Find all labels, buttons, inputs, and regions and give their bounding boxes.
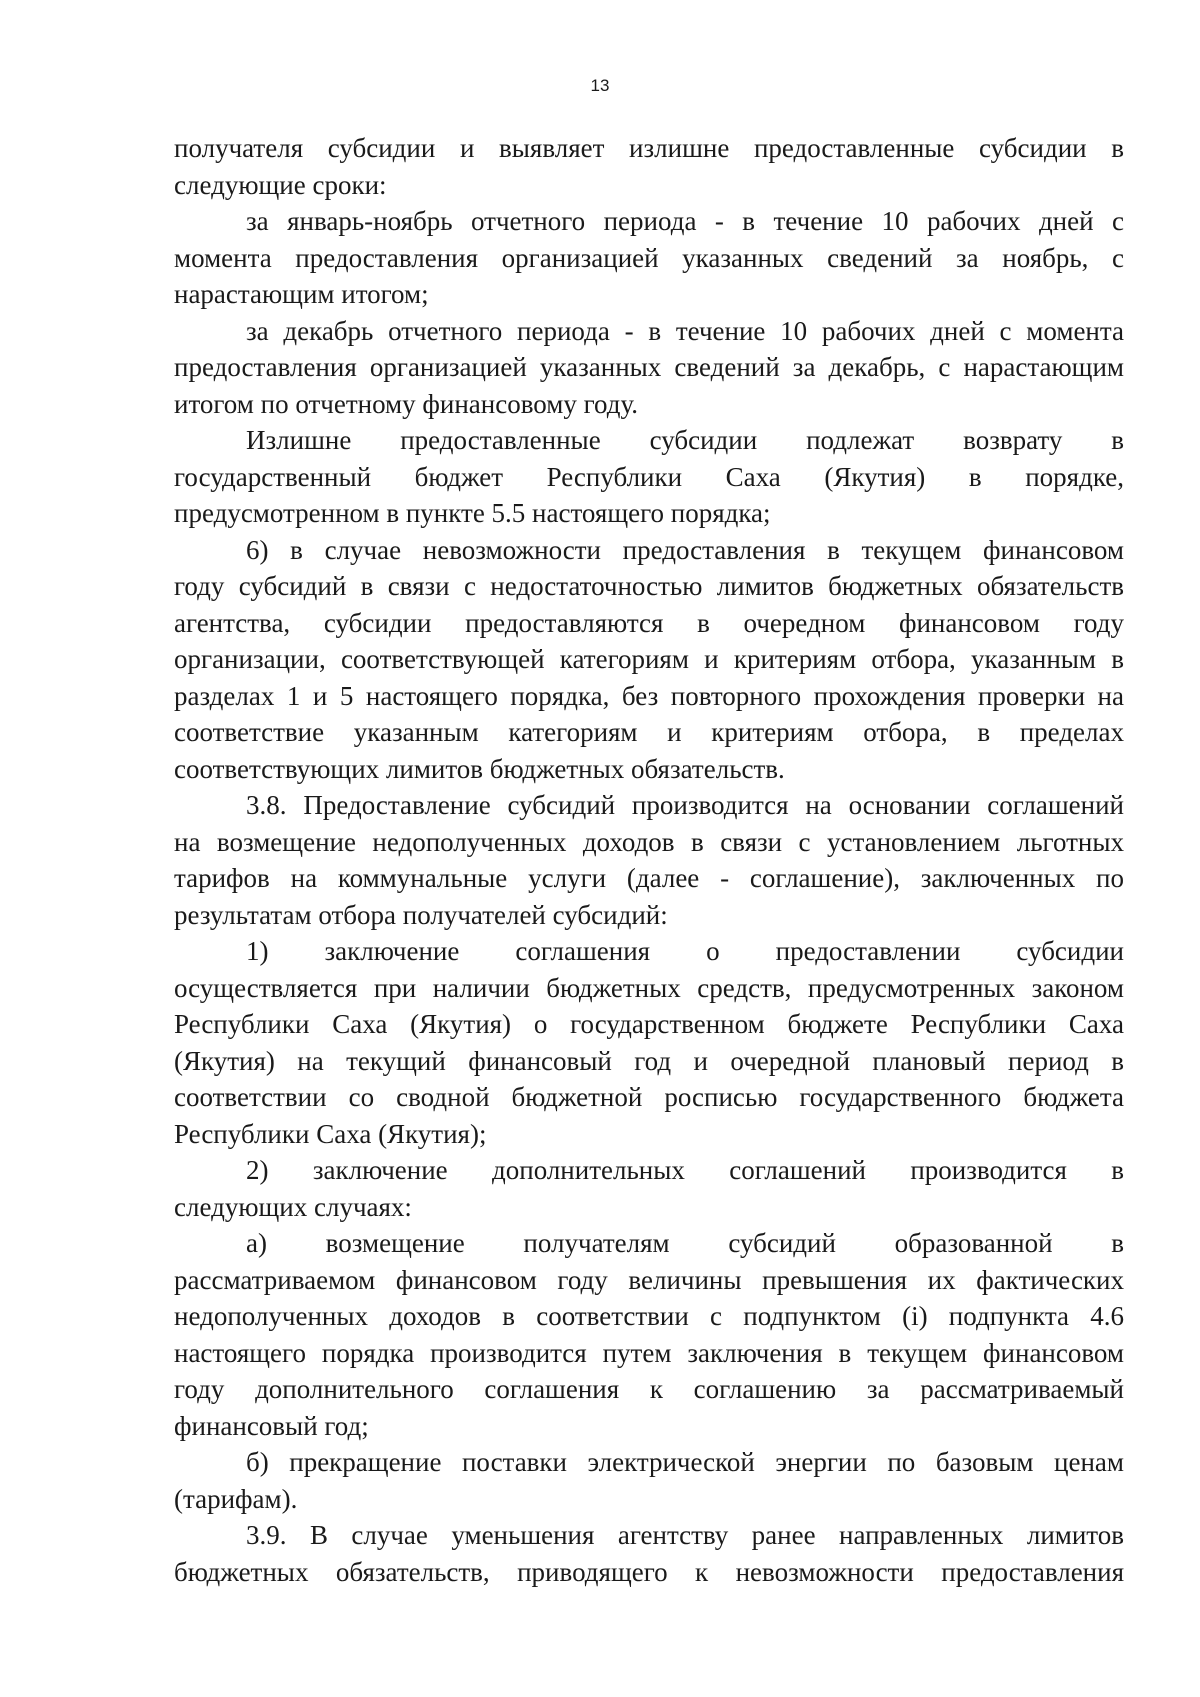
text-line: настоящего порядка производится путем заключения в текущем финансовом <box>174 1337 1124 1368</box>
text-line: 2) заключение дополнительных соглашений производится в <box>246 1155 1124 1185</box>
text-line: рассматриваемом финансовом году величины превышения их фактических <box>174 1264 1124 1295</box>
text-line: соответствующих лимитов бюджетных обязательств. <box>174 753 785 784</box>
text-line: на возмещение недополученных доходов в связи с установлением льготных <box>174 826 1124 857</box>
text-line: нарастающим итогом; <box>174 279 429 309</box>
text-line: Республики Саха (Якутия); <box>174 1118 487 1149</box>
text-line: за январь-ноябрь отчетного периода - в течение 10 рабочих дней с <box>246 206 1124 236</box>
text-line: соответствие указанным категориям и критериям отбора, в пределах <box>174 717 1124 747</box>
text-line: Республики Саха (Якутия) о государственном бюджете Республики Саха <box>174 1009 1124 1039</box>
text-line: году субсидий в связи с недостаточностью лимитов бюджетных обязательств <box>174 571 1124 601</box>
text-line: 1) заключение соглашения о предоставлении субсидии <box>246 936 1124 966</box>
text-line: (Якутия) на текущий финансовый год и очередной плановый период в <box>174 1045 1124 1076</box>
text-line: а) возмещение получателям субсидий образованной в <box>246 1228 1124 1258</box>
text-line: предусмотренном в пункте 5.5 настоящего порядка; <box>174 498 771 528</box>
text-line: недополученных доходов в соответствии с подпунктом (i) подпункта 4.6 <box>174 1301 1124 1331</box>
text-line: бюджетных обязательств, приводящего к невозможности предоставления <box>174 1556 1124 1587</box>
text-line: осуществляется при наличии бюджетных средств, предусмотренных законом <box>174 972 1124 1003</box>
text-line: (тарифам). <box>174 1483 298 1514</box>
text-line: б) прекращение поставки электрической энергии по базовым ценам <box>246 1447 1124 1477</box>
text-line: году дополнительного соглашения к соглашению за рассматриваемый <box>174 1374 1124 1404</box>
text-line: за декабрь отчетного периода - в течение 10 рабочих дней с момента <box>246 315 1124 346</box>
text-line: 3.9. В случае уменьшения агентству ранее направленных лимитов <box>246 1520 1124 1550</box>
text-line: момента предоставления организацией указанных сведений за ноябрь, с <box>174 242 1124 273</box>
text-line: следующие сроки: <box>174 169 387 200</box>
text-line: предоставления организацией указанных сведений за декабрь, с нарастающим <box>174 352 1124 382</box>
text-line: тарифов на коммунальные услуги (далее - соглашение), заключенных по <box>174 863 1124 893</box>
text-line: 3.8. Предоставление субсидий производится на основании соглашений <box>246 790 1124 820</box>
text-line: финансовый год; <box>174 1410 369 1441</box>
text-line: организации, соответствующей категориям и критериям отбора, указанным в <box>174 644 1124 674</box>
text-line: итогом по отчетному финансовому году. <box>174 388 638 419</box>
text-line: 6) в случае невозможности предоставления в текущем финансовом <box>246 534 1124 565</box>
text-line: Излишне предоставленные субсидии подлежат возврату в <box>246 425 1124 455</box>
text-line: агентства, субсидии предоставляются в очередном финансовом году <box>174 607 1124 638</box>
text-line: государственный бюджет Республики Саха (Якутия) в порядке, <box>174 461 1124 492</box>
text-line: результатам отбора получателей субсидий: <box>174 899 668 930</box>
text-line: получателя субсидии и выявляет излишне предоставленные субсидии в <box>174 133 1124 163</box>
text-line: разделах 1 и 5 настоящего порядка, без повторного прохождения проверки на <box>174 680 1124 711</box>
page-number: 13 <box>590 76 610 95</box>
text-line: следующих случаях: <box>174 1191 412 1222</box>
text-line: соответствии со сводной бюджетной росписью государственного бюджета <box>174 1082 1124 1112</box>
